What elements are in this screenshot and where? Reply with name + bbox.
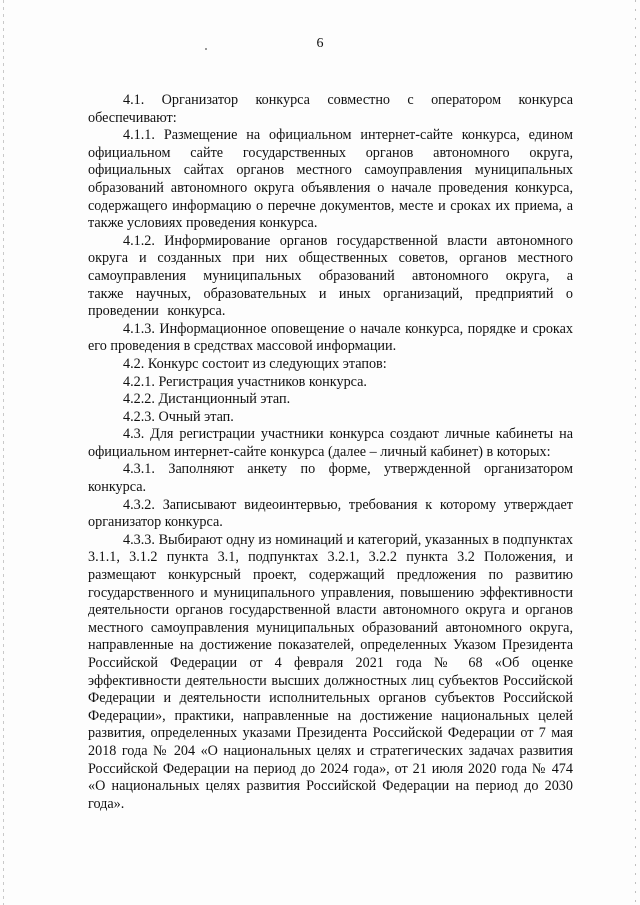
scan-edge-right bbox=[635, 0, 636, 905]
paragraph-4-1: 4.1. Организатор конкурса совместно с оператором конкурса обеспечивают: bbox=[88, 92, 573, 126]
paragraph-4-3-1: 4.3.1. Заполняют анкету по форме, утвержденной организатором конкурса. bbox=[88, 461, 573, 496]
document-body bbox=[88, 92, 573, 813]
paragraph-4-1-3: 4.1.3. Информационное оповещение о начале конкурса, порядке и сроках его проведения в средствах массовой информации. bbox=[88, 320, 573, 355]
paragraph-4-1-1: 4.1.1. Размещение на официальном интернет-сайте конкурса, едином официальном сайте государственных органов автономного округа, официальных сайтах органов местного самоуправления муниципальных образований автономного округа объявления о начале проведения конкурса, содержащего информацию о перечне документов, месте и сроках их приема, а также условиях проведения конкурса. bbox=[88, 127, 573, 232]
paragraph-4-2-1: 4.2.1. Регистрация участников конкурса. bbox=[123, 373, 367, 390]
paragraph-4-2-2: 4.2.2. Дистанционный этап. bbox=[123, 391, 291, 408]
paragraph-4-1-2: 4.1.2. Информирование органов государственной власти автономного округа и созданных при них общественных советов, органов местного самоуправления муниципальных образований автономного округа, а также научных, образовательных и иных организаций, предприятий о проведении конкурса. bbox=[88, 232, 573, 320]
paragraph-4-2: 4.2. Конкурс состоит из следующих этапов: bbox=[123, 355, 387, 372]
page-number: 6 bbox=[316, 36, 324, 51]
paragraph-4-3-3: 4.3.3. Выбирают одну из номинаций и категорий, указанных в подпунктах 3.1.1, 3.1.2 пункта 3.1, подпунктах 3.2.1, 3.2.2 пункта 3.2 Положения, и размещают конкурсный проект, содержащий предложения по развитию государственного и муниципального управления, повышению эффективности деятельности органов государственной власти автономного округа и органов местного самоуправления муниципальных образований автономного округа, направленные на достижение показателей, определенных Указом Президента Российской Федерации от 4 февраля 2021 года № 68 «Об оценке эффективности деятельности высших должностных лиц субъектов Российской Федерации и деятельности исполнительных органов субъектов Российской Федерации», практики, направленные на достижение национальных целей развития, определенных указами Президента Российской Федерации от 7 мая 2018 года № 204 «О национальных целях и стратегических задачах развития Российской Федерации на период до 2024 года», от 21 июля 2020 года № 474 «О национальных целях развития Российской Федерации на период до 2030 года». bbox=[88, 531, 573, 812]
paragraph-4-2-3: 4.2.3. Очный этап. bbox=[123, 408, 234, 425]
paragraph-4-3: 4.3. Для регистрации участники конкурса создают личные кабинеты на официальном интернет-сайте конкурса (далее – личный кабинет) в которых: bbox=[88, 426, 573, 460]
scan-edge-left bbox=[3, 0, 4, 905]
paragraph-4-3-2: 4.3.2. Записывают видеоинтервью, требования к которому утверждает организатор конкурса. bbox=[88, 496, 573, 531]
